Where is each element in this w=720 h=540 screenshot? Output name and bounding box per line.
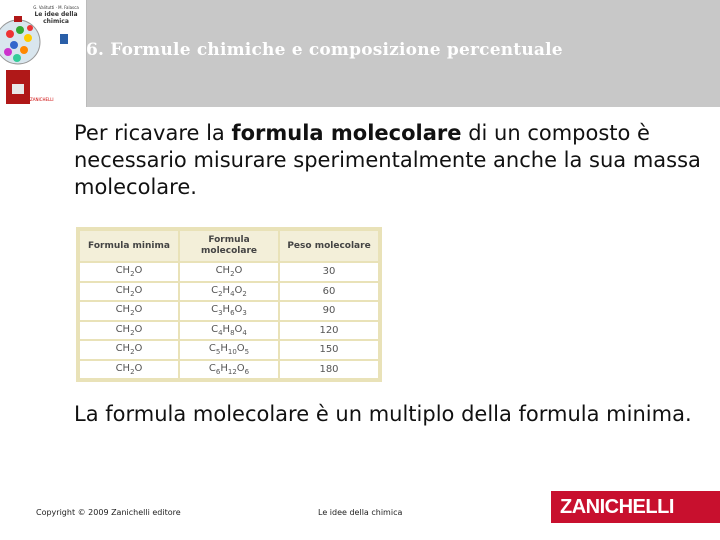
cell-peso-molecolare: 180	[280, 361, 378, 379]
cell-formula-molecolare: $C_5H_{10}O_5$	[180, 341, 278, 359]
cell-formula-molecolare: $C_2H_4O_2$	[180, 283, 278, 301]
cover-title: G. Valitutti · M. Falasca Le idee della chimica	[33, 5, 79, 25]
cell-formula-minima: $CH_2O$	[80, 302, 178, 320]
table-row	[80, 263, 378, 281]
cell-formula-minima: $CH_2O$	[80, 322, 178, 340]
slide-title: 6. Formule chimiche e composizione percentuale	[86, 40, 563, 60]
table-header-row	[80, 231, 378, 261]
zanichelli-logo: ZANICHELLI	[551, 491, 720, 523]
intro-text-after: di un composto è necessario misurare sperimentalmente anche la sua massa molecolare.	[74, 121, 701, 199]
intro-emphasis: formula molecolare	[231, 121, 462, 145]
header-formula-minima: Formula minima	[80, 231, 178, 261]
cell-peso-molecolare: 150	[280, 341, 378, 359]
table-row	[80, 322, 378, 340]
cell-formula-minima: $CH_2O$	[80, 263, 178, 281]
cell-formula-minima: $CH_2O$	[80, 361, 178, 379]
conclusion-paragraph: La formula molecolare è un multiplo della formula minima.	[74, 402, 692, 426]
formula-table	[76, 227, 382, 382]
intro-paragraph	[74, 120, 704, 201]
table-body	[80, 263, 378, 378]
footer-copyright: Copyright © 2009 Zanichelli editore	[36, 508, 181, 517]
table-row	[80, 283, 378, 301]
cell-formula-minima: $CH_2O$	[80, 341, 178, 359]
footer-book-title: Le idee della chimica	[318, 508, 403, 517]
cell-formula-molecolare: $C_6H_{12}O_6$	[180, 361, 278, 379]
cell-formula-molecolare: $CH_2O$	[180, 263, 278, 281]
table-row	[80, 361, 378, 379]
cell-peso-molecolare: 30	[280, 263, 378, 281]
cell-formula-molecolare: $C_4H_8O_4$	[180, 322, 278, 340]
cell-peso-molecolare: 90	[280, 302, 378, 320]
cell-peso-molecolare: 120	[280, 322, 378, 340]
cell-formula-minima: $CH_2O$	[80, 283, 178, 301]
book-cover-image	[0, 0, 87, 107]
table-row	[80, 341, 378, 359]
table-row	[80, 302, 378, 320]
header-bar	[0, 0, 720, 107]
cover-publisher-mark: ZANICHELLI	[30, 97, 54, 102]
intro-text-before: Per ricavare la	[74, 121, 232, 145]
cell-peso-molecolare: 60	[280, 283, 378, 301]
cell-formula-molecolare: $C_3H_6O_3$	[180, 302, 278, 320]
header-formula-molecolare: Formula molecolare	[180, 231, 278, 261]
formula-table-grid	[78, 229, 380, 380]
header-peso-molecolare: Peso molecolare	[280, 231, 378, 261]
